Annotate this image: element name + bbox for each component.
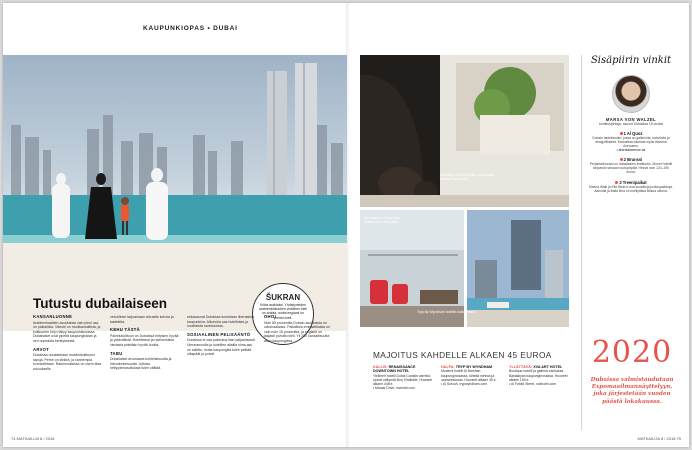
column-heading: TABU	[110, 350, 123, 356]
column-paragraph: Dubaissa ei saa pukeutua liian paljastavasti. Uimarannoilla ja hotellien altailla uima-asu on sallittu, mutta kaupungilla tulee peittää olkapäät ja polvet.	[187, 338, 256, 357]
insider-tips-sidebar	[585, 55, 677, 193]
expo-year: 2020	[591, 335, 673, 370]
photo-caption-1: Bastakiya XVA Art Hotel on keskellä vanhaa kaupunkia.	[440, 173, 494, 182]
tip-item	[585, 157, 677, 174]
photo-rooftop	[417, 210, 569, 327]
column-paragraph: velvollinen tarjoamaan vieraalle kahvia ja taateleita.	[110, 315, 174, 324]
hotel-text: Moderni hotelli Al Barshan kaupunginosassa, lähellä metroa ja ostoskeskusta. Huoneet alkaen 45 e.	[441, 369, 497, 382]
hotel-name: XVA ART HOTEL	[533, 365, 563, 369]
hotel-tag: YLLÄTTÄVÄ:	[509, 365, 533, 369]
expert-name: MARSA VON WALZEL	[605, 117, 657, 122]
hotel-item	[373, 365, 435, 391]
tip-number: 3	[619, 179, 622, 185]
map-pin-icon	[615, 181, 618, 184]
tip-number: 1	[623, 131, 626, 136]
hotel-text: Ylellinen hotelli Dubai Canalin varrella. Upeat näkymät Burj Khalifalle. Huoneet alkaen 448 e.	[373, 373, 433, 387]
badge-text: Kiitos arabiaksi. Yhdistyneiden arabiemiirikuntien virallinen kieli on arabia, mutta englanti on yleinen kieli.	[259, 303, 307, 320]
tip-text: Perjantaibrunssi on dubailainen instituutio. Monet hotellit tarjoavat runsaat noutopöydät. Hinnat noin 120–190 euroa.	[589, 162, 673, 175]
hotel-address: • Al Sufouh, trypwyndham.com	[441, 382, 488, 387]
column-paragraph: Palvelukulttuuri on Dubaissa erityisen hyvää ja ystävällistä. Hotelleissa ja ravintoloissa vieraista pidetään hyvää huolta.	[110, 333, 179, 347]
hotel-name: TRYP BY WYNDHAM	[455, 365, 493, 369]
expert-role: toimitusjohtaja, asunut Dubaissa 15 vuotta	[599, 122, 663, 126]
column-heading: SOSIAALINEN PELISÄÄNTÖ	[187, 331, 251, 337]
column-paragraph: sekasaunat Dubaissa tunnetaan liberaalina kaupunkina. Alkoholia saa hotelleista ja luvallisista ravintoloista.	[187, 315, 254, 329]
photo-courtyard	[360, 55, 569, 207]
tip-title: Treenipaikat	[622, 179, 647, 185]
map-pin-icon	[620, 158, 623, 161]
expo-text: Dubaissa valmistaudutaan Expomaailmannäyttelyyn, joka järjestetään vuoden päästä lokakuussa.	[590, 377, 674, 405]
tip-title: Al Quoz	[626, 131, 643, 136]
column-heading: KEHU TÄSTÄ	[110, 327, 140, 333]
magazine-spread	[3, 3, 689, 447]
hotel-tag: HALPA:	[441, 365, 455, 369]
accommodation-heading: MAJOITUS KAHDELLE ALKAEN 45 EUROA	[373, 350, 552, 360]
hotel-item	[509, 365, 571, 391]
column-paragraph: Dubaissa noudatetaan muslimikulttuurin tapoja. Perhe on tärkeä, ja vanhempia kunnioitetaan. Rakennuksissa on usein tilaa rukoukselle.	[33, 353, 102, 371]
folio-left: 74 MATKAILIJA 8 / 2018	[11, 436, 55, 441]
text-column-2	[110, 315, 179, 415]
column-paragraph: Dubailaiset arvostavat kohteliaisuutta ja hienotunteisuutta. Julkisia hellyydenosoituksia tulee välttää.	[110, 357, 172, 371]
column-heading: KANSANLUONNE	[33, 314, 73, 319]
sidebar-divider	[581, 55, 582, 430]
sidebar-heading: Sisäpiirin vinkit	[590, 55, 672, 66]
column-heading: OHO!	[264, 314, 277, 319]
photo-caption-2: Renaissance Downtown Hotelin oma uima-allas.	[364, 216, 401, 225]
column-heading: ARVOT	[33, 346, 50, 352]
tip-number: 2	[623, 157, 626, 163]
folio-right: MATKAILIJA 8 / 2018 75	[637, 436, 681, 441]
tip-item	[585, 180, 677, 193]
hotel-address: • Al Fahidi Street, xvahotel.com	[509, 382, 556, 387]
hotel-list	[373, 365, 571, 391]
hotel-text: Boutique-hotelli ja galleria vanhassa Bastakiyan kaupunginosassa. Huoneet alkaen 150 e.	[509, 369, 568, 382]
hotel-tag: KALLIS:	[373, 365, 388, 369]
text-column-1	[33, 315, 102, 415]
tip-link: • alserkalavenue.ae	[616, 148, 646, 153]
column-paragraph: Noin 85 prosenttia Dubain asukkaista on ulkomaalaisia. Paikallisia emiraattilaisia on vain noin 15 prosenttia, ja englanti on laajasti puhuttu kieli. Yli 200 kansallisuutta asuu kaupungissa.	[264, 320, 330, 343]
tip-title: Brunssi	[627, 157, 643, 163]
hotel-address: • Marasi Drive, marriott.com	[373, 386, 415, 391]
article-title: Tutustu dubailaiseen	[33, 296, 168, 311]
text-column-4	[264, 315, 333, 415]
text-column-3	[187, 315, 256, 415]
tip-item	[585, 131, 677, 152]
tip-text: Dubain taideklusteri, jossa on gallerioita, kahviloita ja designliikkeitä. Kannattaa tutustua myös Alserkal Avenueen.	[592, 136, 670, 149]
map-pin-icon	[620, 132, 623, 135]
section-kicker: KAUPUNKIOPAS • DUBAI	[143, 25, 238, 32]
tip-text: Marina Walk ja Kite Beach ovat suosittuja juoksupaikkoja. Aamulla ja illalla ilma on miellyttävä liikkua ulkona.	[589, 184, 673, 193]
badge-word: ŠUKRAN	[265, 293, 301, 302]
courtyard-illustration	[360, 55, 569, 207]
body-columns	[33, 315, 333, 415]
hotel-item	[441, 365, 503, 391]
photo-caption-3: Tryp By Wyndham hotellin kattoterassi.	[417, 310, 476, 314]
rooftop-illustration	[467, 210, 569, 327]
column-paragraph: Arabiemiraattien asukkaista vain pieni osa on paikallisia. Väestö on monikansallista, ja kulttuurien kirjo näkyy kaupunkikuvassa. Dubailaiset ovat ylpeitä kaupungistaan ja sen nopeasta kehityksestä.	[33, 320, 101, 343]
hotel-name: RENAISSANCE DOWNTOWN HOTEL	[373, 365, 416, 374]
avatar	[612, 75, 650, 113]
hero-photo	[3, 55, 347, 331]
